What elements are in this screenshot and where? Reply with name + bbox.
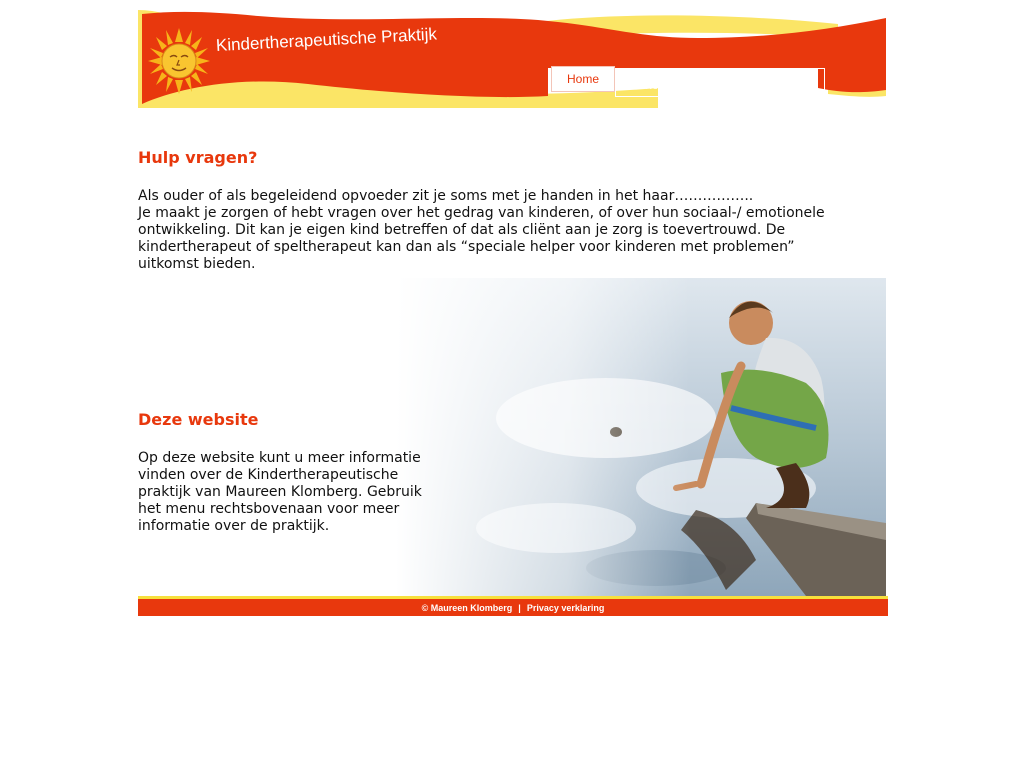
text-line: uitkomst bieden. [138,256,256,272]
privacy-link[interactable]: Privacy verklaring [526,602,605,613]
section-text-hulp [138,188,878,273]
text-line: vinden over de Kindertherapeutische [138,467,399,483]
text-line: Op deze website kunt u meer informatie [138,450,421,466]
section-heading-website: Deze website [138,410,259,429]
section-text-website [138,450,448,535]
footer-separator: | [518,602,521,613]
nav-methoden[interactable]: Methoden [615,73,689,97]
section-heading-hulp: Hulp vragen? [138,148,258,167]
brand-title: Kindertherapeutische Praktijk [215,24,438,55]
hero-photo-boy-at-water [396,278,886,596]
main-nav [551,66,841,106]
text-line: Als ouder of als begeleidend opvoeder zit je soms met je handen in het haar…………….. [138,188,754,204]
footer-bar [138,599,888,616]
nav-contact[interactable]: Contact [760,68,825,92]
footer-copyright: © Maureen Klomberg [421,602,513,613]
text-line: kindertherapeut of speltherapeut kan dan als “speciale helper voor kinderen met problemen” [138,239,795,255]
text-line: ontwikkeling. Dit kan je eigen kind betreffen of dat als cliënt aan je zorg is toevertrouwd. De [138,222,786,238]
text-line: het menu rechtsbovenaan voor meer [138,501,400,517]
text-line: informatie over de praktijk. [138,518,330,534]
header-banner [138,8,888,108]
nav-indicaties[interactable]: Indicaties [689,73,760,97]
text-line: Je maakt je zorgen of hebt vragen over het gedrag van kinderen, of over hun sociaal-/ emotionele [138,205,825,221]
nav-home[interactable]: Home [551,66,615,92]
text-line: praktijk van Maureen Klomberg. Gebruik [138,484,422,500]
page-container [138,8,888,618]
sun-face-icon [148,28,210,94]
